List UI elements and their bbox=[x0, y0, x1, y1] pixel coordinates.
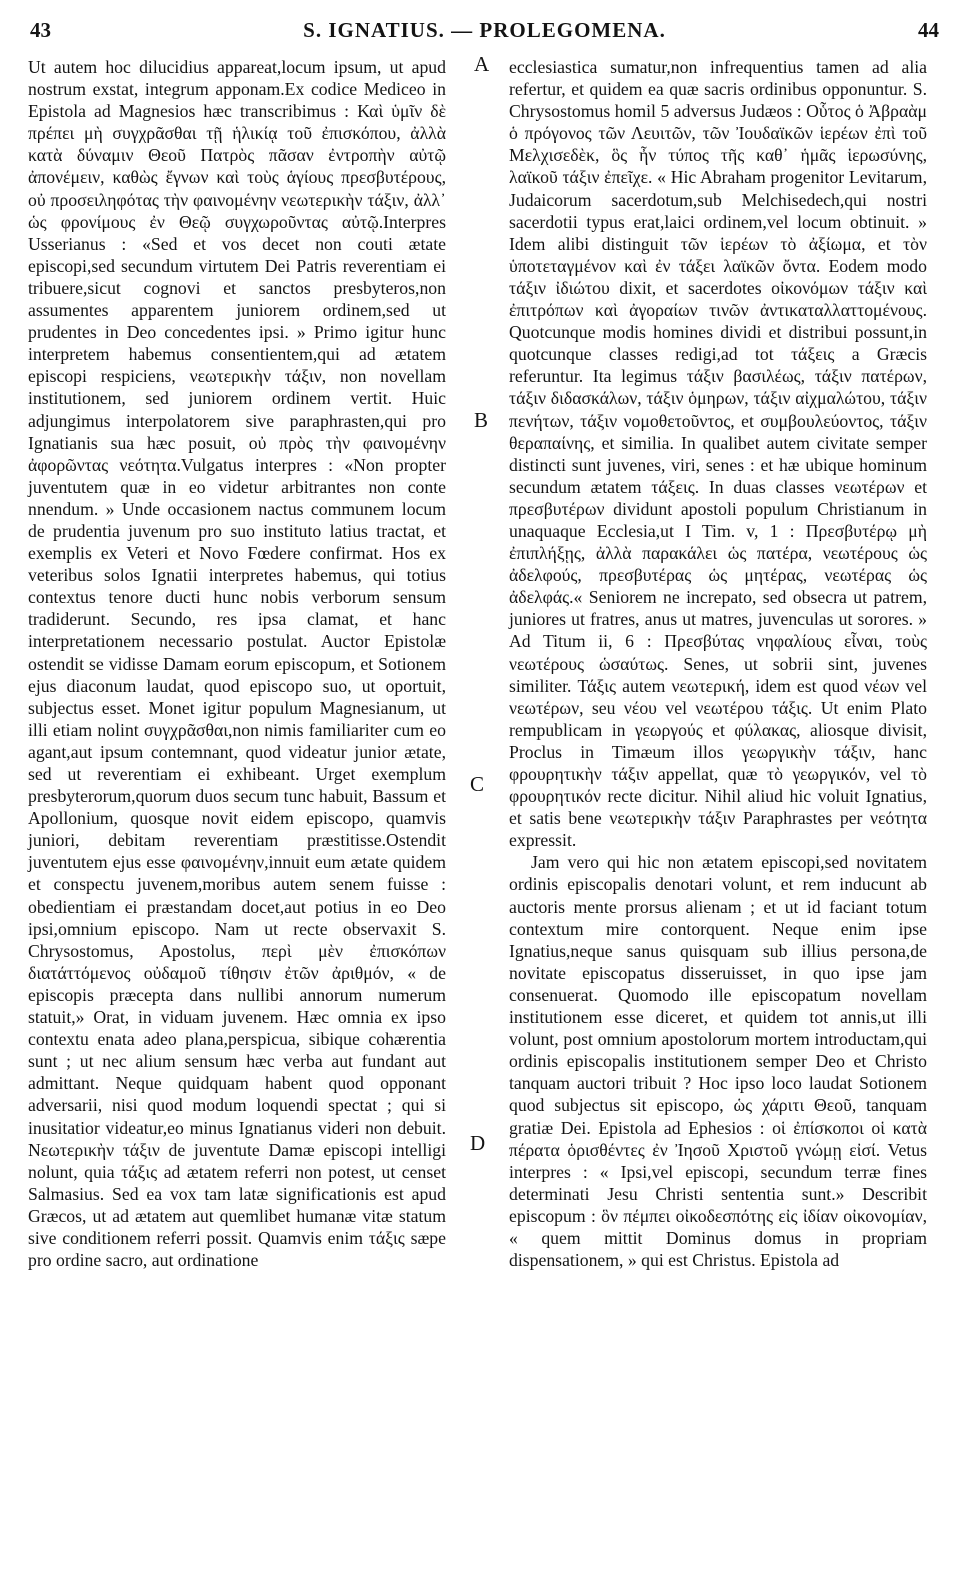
margin-letter-a: A bbox=[474, 52, 490, 76]
left-paragraph-1: Ut autem hoc dilucidius appareat,locum ipsum, ut apud nostrum exstat, integrum apponam.Ex codice Mediceo in Epistola ad Magnesios hæc transcribimus : Καὶ ὑμῖν δὲ πρέπει μὴ συγχρᾶσθαι τῇ ἡλικίᾳ τοῦ ἐπισκόπου, ἀλλὰ κατὰ δύναμιν Θεοῦ Πατρὸς πᾶσαν ἐντροπὴν αὐτῷ ἀπονέμειν, καθὼς ἔγνων καὶ τοὺς ἁγίους πρεσβυτέρους, οὐ προσειληφότας τὴν φαινομένην νεωτερικὴν τάξιν, ἀλλ᾽ ὡς φρονίμους ἐν Θεῷ συγχωροῦντας αὐτῷ.Interpres Usserianus : «Sed et vos decet non couti ætate episcopi,sed secundum virtutem Dei Patris reverentiam ei tribuere,sicut cognovi et sanctos presbyteros,non assumentes apparentem juniorem ordinem,sed ut prudentes in Deo concedentes ipsi. » Primo igitur hunc interpretem habemus consentientem,qui ad ætatem episcopi respiciens, νεωτερικὴν τάξιν, non novellam institutionem, sed juniorem ordinem vertit. Huic adjungimus interpolatorem sive paraphrasten,qui pro Ignatianis sua hæc posuit, οὐ πρὸς τὴν φαινομένην ἀφορῶντας νεότητα.Vulgatus interpres : «Non propter juventutem quæ in eo videtur arbitrantes non conte nnendum. » Unde occasionem nactus communem locum de prudentia juvenum pro suo instituto latius tractat, et exemplis ex Veteri et Novo Fœdere confirmat. Hos ex veteribus solos Ignatii interpretes habemus, qui totius contextus tenore ducti hunc nobis verborum sensum tradiderunt. Secundo, res ipsa clamat, et hanc interpretationem necessario postulat. Auctor Epistolæ ostendit se vidisse Damam eorum episcopum, et Sotionem ejus diaconum laudat, quod episcopo suo, ut oportuit, subjectus esset. Monet igitur populum Magnesianum, ut illi etiam nolint συγχρᾶσθαι,non nimis familiariter cum eo agant,aut ipsum contemnant, quod videatur junior ætate, sed ut reverentiam ei exhibeant. Urget exemplum presbyterorum,quorum duos secum tunc habuit, Bassum et Apollonium, quosque novit eidem episcopo, quamvis juniori, debitam reverentiam præstitisse.Ostendit juventutem ejus esse φαινομένην,innuit eum ætate quidem et conspectu juvenem,moribus autem senem fuisse : obedientiam ei præstandam docet,aut potius in eo Deo ipsi,omnium episcopo. Nam ut recte observaxit S. Chrysostomus, Apostolus, περὶ μὲν ἐπισκόπων διατάττόμενος οὐδαμοῦ τίθησιν ἐτῶν ἀριθμόν, « de episcopis præcepta dans nullibi annorum numerum statuit,» Orat, in viduam juvenem. Hæc omnia ex ipso contextu enata adeo plana,perspicua, sibique cohærentia sunt ; ut nec alium sensum hæc verba aut fundant aut admittant. Neque quidquam habent quod opponant adversarii, nisi quod modum loquendi spectat ; qui si inusitatior videatur,eo minus Ignatianus videri non debuit. Νεωτερικὴν τάξιν de juventute Damæ episcopi intelligi nolunt, quia τάξις ad ætatem referri non potest, ut censet Salmasius. Sed ea vox tam latæ significationis est apud Græcos, ut ad ætatem aut quemlibet humanæ vitæ statum sive conditionem referri possit. Quamvis enim τάξις sæpe pro ordine sacro, aut ordinatione bbox=[28, 57, 446, 1271]
right-paragraph-2: Jam vero qui hic non ætatem episcopi,sed novitatem ordinis episcopalis denotari volunt, et rem inducunt ab auctoris mente prorsus alienam ; et ut id faciant totum contextum mire contorquent. Neque enim ipse Ignatius,neque sanus quisquam sub illius persona,de novitate episcopatus disseruisset, in quo ipse jam consenuerat. Quomodo ille episcopatum novellam institutionem esse diceret, et quidem tot annis,ut illi volunt, post omnium apostolorum mortem introductam,qui ordinis episcopalis institutionem semper Deo et Christo tanquam auctori tribuit ? Hoc ipso loco laudat Sotionem quod subjectus sit episcopo, ὡς χάριτι Θεοῦ, tanquam gratiæ Dei. Epistola ad Ephesios : οἱ ἐπίσκοποι οἱ κατὰ πέρατα ὁρισθέντες ἐν Ἰησοῦ Χριστοῦ γνώμῃ εἰσί. Vetus interpres : « Ipsi,vel episcopi, secundum terræ fines determinati Jesu Christi sententia sunt.» Describit episcopum : ὃν πέμπει οἰκοδεσπότης εἰς ἰδίαν οἰκονομίαν, « quem mittit Dominus domus in propriam dispensationem, » qui est Christus. Epistola ad bbox=[509, 852, 927, 1271]
page-number-right: 44 bbox=[918, 18, 939, 42]
right-column bbox=[509, 56, 927, 1271]
page-number-left: 43 bbox=[30, 18, 51, 42]
running-header bbox=[30, 18, 939, 48]
left-column bbox=[28, 56, 446, 1271]
margin-letter-b: B bbox=[474, 408, 489, 432]
running-title: S. IGNATIUS. — PROLEGOMENA. bbox=[303, 18, 666, 42]
right-paragraph-1: ecclesiastica sumatur,non infrequentius tamen ad alia refertur, et quidem ea quæ sacris ordinibus opponuntur. S. Chrysostomus homil 5 adversus Judæos : Οὗτος ὁ Ἀβραὰμ ὁ πρόγονος τῶν Λευιτῶν, τῶν Ἰουδαϊκῶν ἱερέων ἐπὶ τοῦ Μελχισεδὲκ, ὃς ἦν τύπος τῆς καθ᾽ ἡμᾶς ἱερωσύνης, λαϊκοῦ τάξιν ἐπεῖχε. « Hic Abraham progenitor Levitarum, Judaicorum sacerdotum,sub Melchisedech,qui nostri sacerdotii typus erat,laici ordinem,vel locum obtinuit. » Idem alibi distinguit τῶν ἱερέων τὸ ἀξίωμα, et τὸν ὑποτεταγμένον καὶ ἐν τάξει λαϊκῶν ὄντα. Eodem modo τάξιν ἰδιώτου dixit, et sacerdotes οἰκονόμων τάξιν καὶ ἐπιτρόπων καὶ ἀγοραίων τινῶν ἀντικαταλλαττομένους. Quotcunque modis homines dividi et distribui possunt,in quotcunque classes redigi,ad tot τάξεις a Græcis referuntur. Ita legimus τάξιν βασιλέως, τάξιν πατέρων, τάξιν διδασκάλων, τάξιν ὁμηρων, τάξιν αἰχμαλώτου, τάξιν πενήτων, τάξιν νομοθετοῦντος, et συμβουλεύοντος, τάξιν θεραπαίνης, et similia. In qualibet autem civitate semper distincti sunt juvenes, viri, senes : et hæ ubique hominum secundum ætatem τάξεις. In duas classes νεωτέρων et πρεσβυτέρων dividunt apostoli populum Christianum in unaquaque Ecclesia,ut I Tim. v, 1 : Πρεσβυτέρῳ μὴ ἐπιπλήξῃς, ἀλλὰ παρακάλει ὡς πατέρα, νεωτέρους ὡς ἀδελφούς, πρεσβυτέρας ὡς μητέρας, νεωτέρας ὡς ἀδελφάς.« Seniorem ne increpato, sed obsecra ut patrem, juniores ut fratres, anus ut matres, juvenculas ut sorores. » Ad Titum ii, 6 : Πρεσβύτας νηφαλίους εἶναι, τοὺς νεωτέρους ὡσαύτως. Senes, ut sobrii sint, juvenes similiter. Τάξις autem νεωτερική, idem est quod νέων vel νεωτέρων, seu νέου vel νεωτέρου τάξις. Ut enim Plato rempublicam in γεωργούς et φύλακας, aliosque divisit, Proclus in Timæum illos γεωργικὴν τάξιν, hanc φρουρητικὴν τάξιν appellat, quæ τὸ γεωργικόν, vel τὸ φρουρητικόν recte dicitur. Nihil aliud hic voluit Ignatius, et satis bene νεωτερικὴν τάξιν Paraphrastes per νεότητα expressit. bbox=[509, 57, 927, 851]
margin-letter-d: D bbox=[470, 1131, 486, 1155]
margin-letter-c: C bbox=[470, 772, 485, 796]
